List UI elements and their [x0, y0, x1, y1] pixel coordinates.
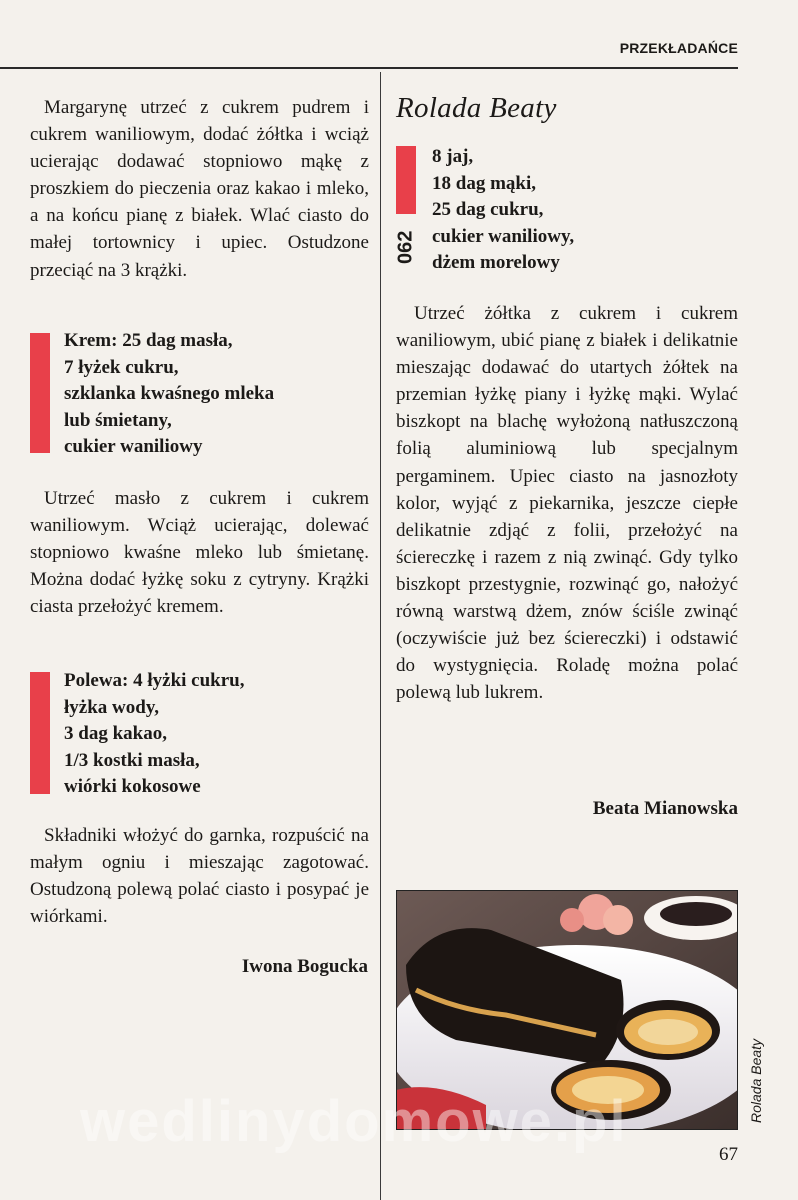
- ingredient-line: wiórki kokosowe: [64, 776, 201, 797]
- recipe-ingredients: [432, 144, 574, 277]
- krem-method-paragraph: Utrzeć masło z cukrem i cukrem waniliowym. Wciąż ucierając, dolewać stopniowo kwaśne mleko lub śmietanę. Można dodać łyżkę soku z cytryny. Krążki ciasta przełożyć kremem.: [30, 488, 369, 618]
- krem-ingredients: [64, 328, 274, 461]
- ingredient-line: Krem: 25 dag masła,: [64, 330, 233, 351]
- photo-caption: Rolada Beaty: [748, 1038, 764, 1124]
- ingredient-line: Polewa: 4 łyżki cukru,: [64, 670, 245, 691]
- ingredient-line: 25 dag cukru,: [432, 199, 544, 220]
- polewa-ingredients: [64, 668, 245, 801]
- watermark-text: wedlinydomowe.pl: [80, 1089, 628, 1154]
- recipe-title: Rolada Beaty: [396, 92, 557, 124]
- recipe-number: 062: [394, 230, 417, 264]
- ingredient-line: 18 dag mąki,: [432, 172, 536, 194]
- ingredient-line: 8 jaj,: [432, 146, 474, 167]
- left-intro-paragraph: Margarynę utrzeć z cukrem pudrem i cukrem waniliowym, dodać żółtka i wciąż ucierając dodawać stopniowo mąkę z proszkiem do pieczenia oraz kakao i mleko, a na końcu pianę z białek. Wlać ciasto do małej tortownicy i upiec. Ostudzone przeciąć na 3 krążki.: [30, 97, 369, 281]
- ingredient-line: szklanka kwaśnego mleka: [64, 383, 275, 404]
- ingredient-line: 1/3 kostki masła,: [64, 749, 200, 771]
- ingredient-line: lub śmietany,: [64, 409, 172, 431]
- header-rule: [0, 67, 738, 69]
- page-number: 67: [719, 1144, 738, 1165]
- left-author: Iwona Bogucka: [241, 956, 368, 977]
- section-label: PRZEKŁADAŃCE: [619, 40, 738, 56]
- polewa-accent-bar: [30, 672, 50, 794]
- column-divider: [380, 72, 381, 1200]
- ingredient-line: cukier waniliowy: [64, 436, 203, 457]
- krem-accent-bar: [30, 333, 50, 453]
- recipe-method-paragraph: Utrzeć żółtka z cukrem i cukrem waniliowym, ubić pianę z białek i delikatnie mieszając dodawać do utartych żółtek na przemian łyżkę piany i łyżkę mąki. Wylać biszkopt na blachę wyłożoną natłuszczoną folią aluminiową lub specjalnym pergaminem. Upiec ciasto na jasnozłoty kolor, wyjąć z piekarnika, jeszcze ciepłe delikatnie zdjąć z folii, przełożyć na ściereczkę i razem z nią zwinąć. Gdy tylko biszkopt przestygnie, rozwinąć go, nałożyć równą warstwą dżem, znów ściśle zwinąć (oczywiście już bez ściereczki) i odstawić do wystygnięcia. Roladę można polać polewą lub lukrem.: [396, 303, 738, 704]
- right-author: Beata Mianowska: [592, 798, 738, 819]
- ingredient-line: 7 łyżek cukru,: [64, 356, 179, 378]
- polewa-method-paragraph: Składniki włożyć do garnka, rozpuścić na małym ogniu i mieszając zagotować. Ostudzoną polewą polać ciasto i posypać je wiórkami.: [30, 825, 369, 928]
- ingredient-line: dżem morelowy: [432, 252, 560, 273]
- recipe-accent-bar: [396, 146, 416, 214]
- ingredient-line: cukier waniliowy,: [432, 225, 575, 247]
- ingredient-line: łyżka wody,: [64, 696, 160, 718]
- ingredient-line: 3 dag kakao,: [64, 723, 167, 744]
